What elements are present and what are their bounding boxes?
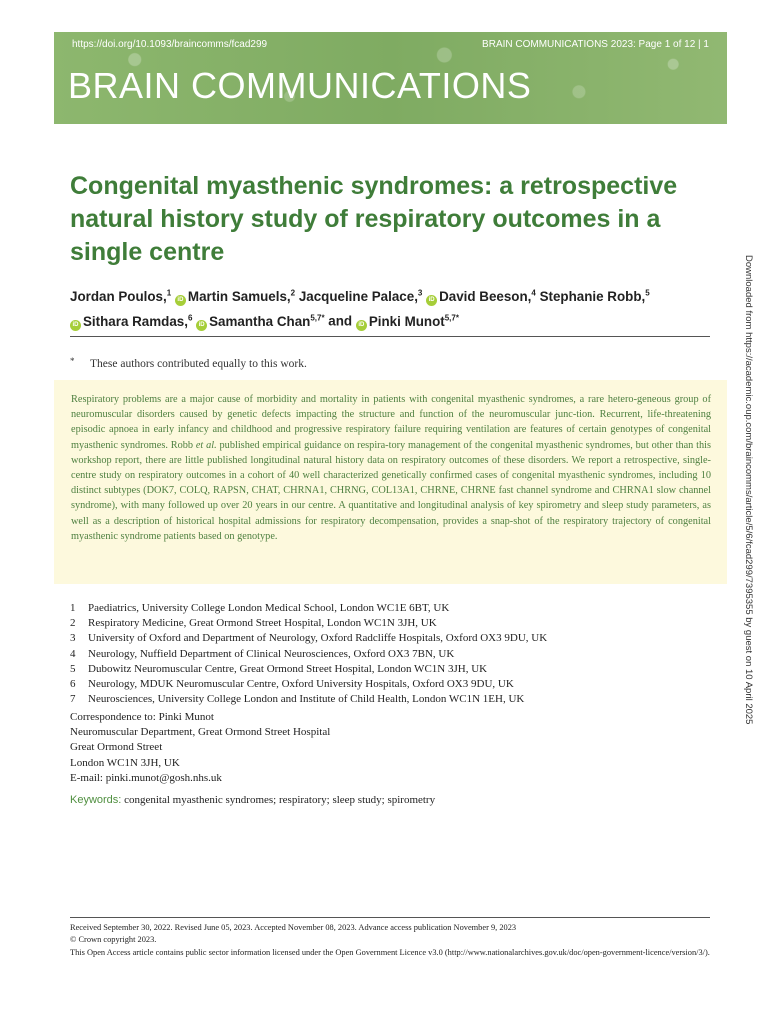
correspondence xyxy=(70,710,330,786)
author-affiliation-ref: 2 xyxy=(290,289,296,298)
orcid-icon[interactable]: iD xyxy=(175,295,186,306)
affiliation-item xyxy=(70,616,710,631)
orcid-icon[interactable]: iD xyxy=(196,320,207,331)
abstract xyxy=(54,380,727,584)
author-name: David Beeson, xyxy=(439,289,532,305)
correspondence-line: Neuromuscular Department, Great Ormond Street Hospital xyxy=(70,726,331,739)
affiliation-number: 6 xyxy=(70,678,76,691)
divider xyxy=(70,336,710,337)
author-affiliation-ref: 5,7* xyxy=(310,313,325,323)
author-affiliation-ref: 6 xyxy=(187,313,193,323)
author-name: and xyxy=(328,313,353,329)
author xyxy=(196,314,324,329)
affiliation-item xyxy=(70,647,710,662)
author-affiliation-ref: 1 xyxy=(166,289,172,298)
affiliation-number: 7 xyxy=(70,693,76,706)
orcid-icon[interactable]: iD xyxy=(426,295,437,306)
author-affiliation-ref: 5 xyxy=(645,289,650,298)
footnote-line: This Open Access article contains public sector information licensed under the Open Government Licence v3.0 (http://www.nationalarchives.gov.uk/doc/open-government-licence/version/3/). xyxy=(70,947,710,957)
affiliation-item xyxy=(70,692,710,707)
journal-name: BRAIN COMMUNICATIONS xyxy=(68,65,532,106)
author-name: Martin Samuels, xyxy=(187,289,291,305)
author-name: Pinki Munot xyxy=(368,313,445,329)
article-title: Congenital myasthenic syndromes: a retrospective natural history study of respiratory outcomes in a single centre xyxy=(70,172,678,266)
author-list xyxy=(70,283,710,332)
author xyxy=(299,289,423,304)
author-name: Jacqueline Palace, xyxy=(298,289,418,305)
affiliation-text: Neurology, MDUK Neuromuscular Centre, Oxford University Hospitals, Oxford OX3 9DU, UK xyxy=(88,678,514,691)
affiliation-number: 3 xyxy=(70,632,76,645)
affiliation-text: Paediatrics, University College London Medical School, London WC1E 6BT, UK xyxy=(88,602,450,614)
author xyxy=(540,289,650,304)
contribution-text: These authors contributed equally to this work. xyxy=(90,358,307,370)
correspondence-line: London WC1N 3JH, UK xyxy=(70,756,180,769)
doi-link[interactable]: https://doi.org/10.1093/braincomms/fcad299 xyxy=(72,39,268,50)
author xyxy=(356,314,459,329)
footnote-divider xyxy=(70,917,710,918)
affiliations xyxy=(70,601,710,707)
affiliation-number: 2 xyxy=(70,617,76,630)
affiliation-text: Neurosciences, University College London and Institute of Child Health, London WC1N 1EH, UK xyxy=(88,693,525,706)
download-note-text: Downloaded from https://academic.oup.com/braincomms/article/5/6/fcad299/7395355 by guest on 10 April 2025 xyxy=(743,255,754,725)
contribution-note xyxy=(70,356,307,370)
affiliation-item xyxy=(70,677,710,692)
footnote-symbol: * xyxy=(70,356,75,366)
abstract-italic: et al. xyxy=(195,439,217,451)
orcid-icon[interactable]: iD xyxy=(356,320,367,331)
author-name: Stephanie Robb, xyxy=(539,289,646,305)
keywords xyxy=(70,794,435,806)
affiliation-item xyxy=(70,601,710,616)
author-affiliation-ref: 4 xyxy=(531,289,536,298)
correspondence-line: Great Ormond Street xyxy=(70,741,163,754)
author-affiliation-ref: 3 xyxy=(417,289,423,298)
affiliation-number: 5 xyxy=(70,662,76,675)
affiliation-number: 4 xyxy=(70,647,76,660)
affiliation-text: Respiratory Medicine, Great Ormond Street Hospital, London WC1N 3JH, UK xyxy=(88,617,437,630)
author xyxy=(328,314,352,329)
author-name: Sithara Ramdas, xyxy=(83,313,188,329)
author xyxy=(70,289,171,304)
footnote-line: © Crown copyright 2023. xyxy=(70,935,157,945)
affiliation-number: 1 xyxy=(70,602,76,614)
author xyxy=(70,314,192,329)
author-affiliation-ref: 5,7* xyxy=(444,313,459,323)
download-note xyxy=(740,255,755,775)
keywords-text: congenital myasthenic syndromes; respiratory; sleep study; spirometry xyxy=(124,794,436,806)
footnote-line: Received September 30, 2022. Revised June 05, 2023. Accepted November 08, 2023. Advance access publication November 9, 2023 xyxy=(70,923,517,932)
abstract-text: published empirical guidance on respira-tory management of the congenital myasthenic syndromes, but other than this workshop report, there are little published longitudinal natural history data on respiratory outcomes of these disorders. We report a retrospective, single-centre study on respiratory outcomes in a cohort of 40 well characterized genetically confirmed cases of congenital myasthenic syndromes, including 10 distinct subtypes (DOK7, COLQ, RAPSN, CHAT, CHRNA1, CHRNG, COL13A1, CHRNE, CHRNE fast channel syndrome and CHRNA1 slow channel syndrome), with many followed up over 20 years in our centre. A quantitative and longitudinal analysis of key spirometry and sleep study parameters, as well as a description of historical hospital admissions for respiratory decompensation, provides a snap-shot of the respiratory trajectory of congenital myasthenic syndrome patients based on genotype. xyxy=(71,439,712,542)
author xyxy=(426,289,536,304)
orcid-icon[interactable]: iD xyxy=(70,320,81,331)
affiliation-text: Neurology, Nuffield Department of Clinical Neurosciences, Oxford OX3 7BN, UK xyxy=(88,647,455,660)
affiliation-text: Dubowitz Neuromuscular Centre, Great Ormond Street Hospital, London WC1N 3JH, UK xyxy=(88,662,488,675)
author-name: Samantha Chan xyxy=(209,313,311,329)
correspondence-line: E-mail: pinki.munot@gosh.nhs.uk xyxy=(70,771,222,784)
affiliation-text: University of Oxford and Department of Neurology, Oxford Radcliffe Hospitals, Oxford OX3 9DU, UK xyxy=(88,632,548,645)
abstract-text: Respiratory problems are a major cause of morbidity and mortality in patients with congenital myasthenic syndromes, a rare hetero-geneous group of neuromuscular disorders caused by genetic defects impacting the structure and function of the neuromuscular junc-tion. Recurrent, life-threatening episodic apnoea in early infancy and childhood and progressive respiratory failure requiring ventilation are features of certain genotypes of congenital myasthenic syndromes. Robb xyxy=(71,394,711,451)
affiliation-item xyxy=(70,631,710,646)
page-info: BRAIN COMMUNICATIONS 2023: Page 1 of 12 | 1 xyxy=(482,39,709,50)
keywords-label: Keywords: xyxy=(70,794,122,806)
footnotes xyxy=(70,922,710,959)
author xyxy=(175,289,295,304)
affiliation-item xyxy=(70,662,710,677)
correspondence-line: Correspondence to: Pinki Munot xyxy=(70,711,214,723)
journal-banner xyxy=(54,32,727,124)
author-name: Jordan Poulos, xyxy=(70,289,167,305)
